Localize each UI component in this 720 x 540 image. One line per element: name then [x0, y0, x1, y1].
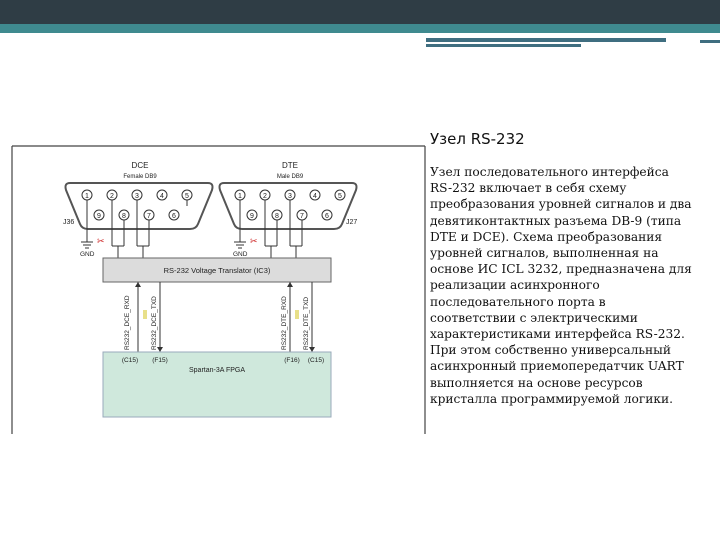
- dce-pin-1-label: 1: [85, 193, 89, 200]
- dte-pin-6-label: 6: [325, 213, 329, 220]
- fpga-label: Spartan-3A FPGA: [188, 367, 246, 374]
- dte-signal-marker: [295, 310, 299, 319]
- dce-gnd-label: GND: [80, 251, 95, 258]
- signal-dce-rxd: RS232_DCE_RXD: [124, 295, 131, 350]
- signal-arrows: [135, 282, 315, 352]
- fpga-pin-dce-txd: (F15): [152, 357, 168, 364]
- dte-pin-2-label: 2: [263, 193, 267, 200]
- dte-sublabel: Male DB9: [276, 174, 304, 180]
- dce-ground-icon: [81, 242, 93, 248]
- dce-pin-4-label: 4: [160, 193, 164, 200]
- dte-jumper-label: J27: [346, 219, 358, 226]
- dte-gnd-label: GND: [233, 251, 248, 258]
- signal-dte-txd: RS232_DTE_TXD: [303, 296, 310, 350]
- dce-pin-2-label: 2: [110, 193, 114, 200]
- dte-pin-3-label: 3: [288, 193, 292, 200]
- dce-pin-5-label: 5: [185, 193, 189, 200]
- fpga-pin-dte-rxd: (F16): [284, 357, 300, 364]
- dce-pin-3-label: 3: [135, 193, 139, 200]
- dte-pin-7-label: 7: [300, 213, 304, 220]
- fpga-pin-dte-txd: (C15): [307, 357, 325, 364]
- dte-pin-1-label: 1: [238, 193, 242, 200]
- dte-pin-8-label: 8: [275, 213, 279, 220]
- fpga-pin-dce-rxd: (C15): [121, 357, 139, 364]
- slide-body-text: Узел последовательного интерфейса RS-232 включает в себя схему преобразования уровней сигналов и два девятиконтактных разъема DB-9 (типа DTE и DCE). Схема преобразования уровней сигналов, выполненная на основе ИС ICL 3232, предназначена для реализации асинхронного последовательного порта в соответствии с электрическими характеристиками интерфейса RS-232. При этом собственно универсальный асинхронный приемопередатчик UART выполняется на основе ресурсов кристалла программируемой логики.: [430, 165, 692, 406]
- dce-jumper-cut-icon: ✂: [97, 237, 105, 247]
- dte-ground-icon: [234, 242, 246, 248]
- dce-jumper-label: J36: [63, 219, 75, 226]
- dte-pin-4-label: 4: [313, 193, 317, 200]
- dce-pin-8-label: 8: [122, 213, 126, 220]
- signal-dce-txd: RS232_DCE_TXD: [151, 296, 158, 350]
- dte-pin-9-label: 9: [250, 213, 254, 220]
- dce-pin-7-label: 7: [147, 213, 151, 220]
- dce-sublabel: Female DB9: [123, 174, 157, 180]
- signal-dte-rxd: RS232_DTE_RXD: [281, 296, 288, 350]
- dce-pin-9-label: 9: [97, 213, 101, 220]
- slide-title: Узел RS-232: [430, 130, 525, 148]
- dte-pin-5-label: 5: [338, 193, 342, 200]
- dte-jumper-cut-icon: ✂: [250, 237, 258, 247]
- dce-label: DCE: [131, 161, 149, 170]
- dce-pin-6-label: 6: [172, 213, 176, 220]
- dte-label: DTE: [282, 161, 298, 170]
- voltage-translator-label: RS-232 Voltage Translator (IC3): [163, 266, 271, 275]
- dce-signal-marker: [143, 310, 147, 319]
